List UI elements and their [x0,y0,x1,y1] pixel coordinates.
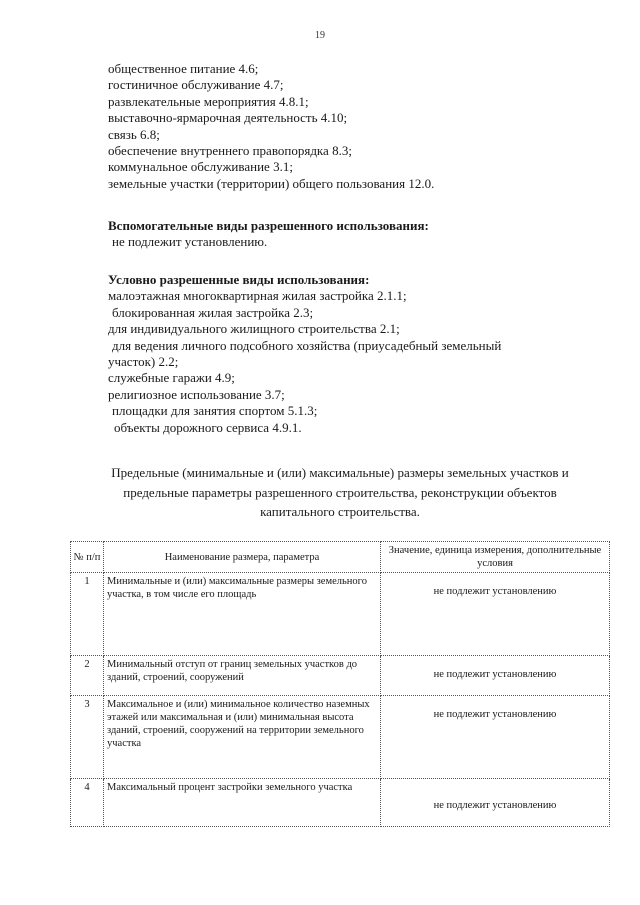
row-value: не подлежит установлению [381,573,610,656]
table-row [71,656,610,696]
table-row [71,573,610,656]
row-name: Минимальные и (или) максимальные размеры земельного участка, в том числе его площадь [104,573,381,656]
row-value: не подлежит установлению [381,696,610,779]
list-item: развлекательные мероприятия 4.8.1; [108,93,309,109]
row-num: 2 [71,656,104,696]
row-value: не подлежит установлению [381,656,610,696]
header-name: Наименование размера, параметра [104,542,381,573]
list-item: религиозное использование 3.7; [108,386,285,402]
list-item: выставочно-ярмарочная деятельность 4.10; [108,110,348,126]
conditional-section [108,272,588,436]
header-value: Значение, единица измерения, дополнительные условия [381,542,610,573]
row-name: Максимальный процент застройки земельного участка [104,779,381,827]
row-value: не подлежит установлению [381,779,610,827]
caption-line: капитального строительства. [260,504,420,519]
table-header-row [71,542,610,573]
main-uses-list [108,61,588,192]
list-item: земельные участки (территории) общего пользования 12.0. [108,175,435,191]
auxiliary-text: не подлежит установлению. [112,234,268,250]
list-item: связь 6.8; [108,126,160,142]
page-number: 19 [315,30,325,41]
row-name: Минимальный отступ от границ земельных участков до зданий, строений, сооружений [104,656,381,696]
list-item: для индивидуального жилищного строительства 2.1; [108,321,400,337]
caption-line: предельные параметры разрешенного строительства, реконструкции объектов [123,484,557,500]
list-item: служебные гаражи 4.9; [108,370,235,386]
auxiliary-section [108,218,588,251]
table-row [71,779,610,827]
conditional-heading: Условно разрешенные виды использования: [108,272,370,287]
list-item: обеспечение внутреннего правопорядка 8.3; [108,143,352,159]
list-item: коммунальное обслуживание 3.1; [108,159,293,175]
auxiliary-heading: Вспомогательные виды разрешенного использования: [108,218,429,233]
table-caption [70,463,610,522]
row-num: 1 [71,573,104,656]
row-num: 4 [71,779,104,827]
caption-line: Предельные (минимальные и (или) максимальные) размеры земельных участков и [111,465,569,480]
list-item: гостиничное обслуживание 4.7; [108,77,284,93]
list-item: малоэтажная многоквартирная жилая застройка 2.1.1; [108,288,407,304]
list-item: для ведения личного подсобного хозяйства (приусадебный земельный [112,337,502,353]
list-item: общественное питание 4.6; [108,61,259,76]
row-num: 3 [71,696,104,779]
header-num: № п/п [71,542,104,573]
list-item: блокированная жилая застройка 2.3; [112,304,314,320]
list-item: участок) 2.2; [108,354,179,370]
list-item: объекты дорожного сервиса 4.9.1. [114,419,302,435]
table-row [71,696,610,779]
row-name: Максимальное и (или) минимальное количество наземных этажей или максимальная и (или) минимальная высота зданий, строений, сооружений на территории земельного участка [104,696,381,779]
list-item: площадки для занятия спортом 5.1.3; [112,403,318,419]
parameters-table [70,541,610,827]
